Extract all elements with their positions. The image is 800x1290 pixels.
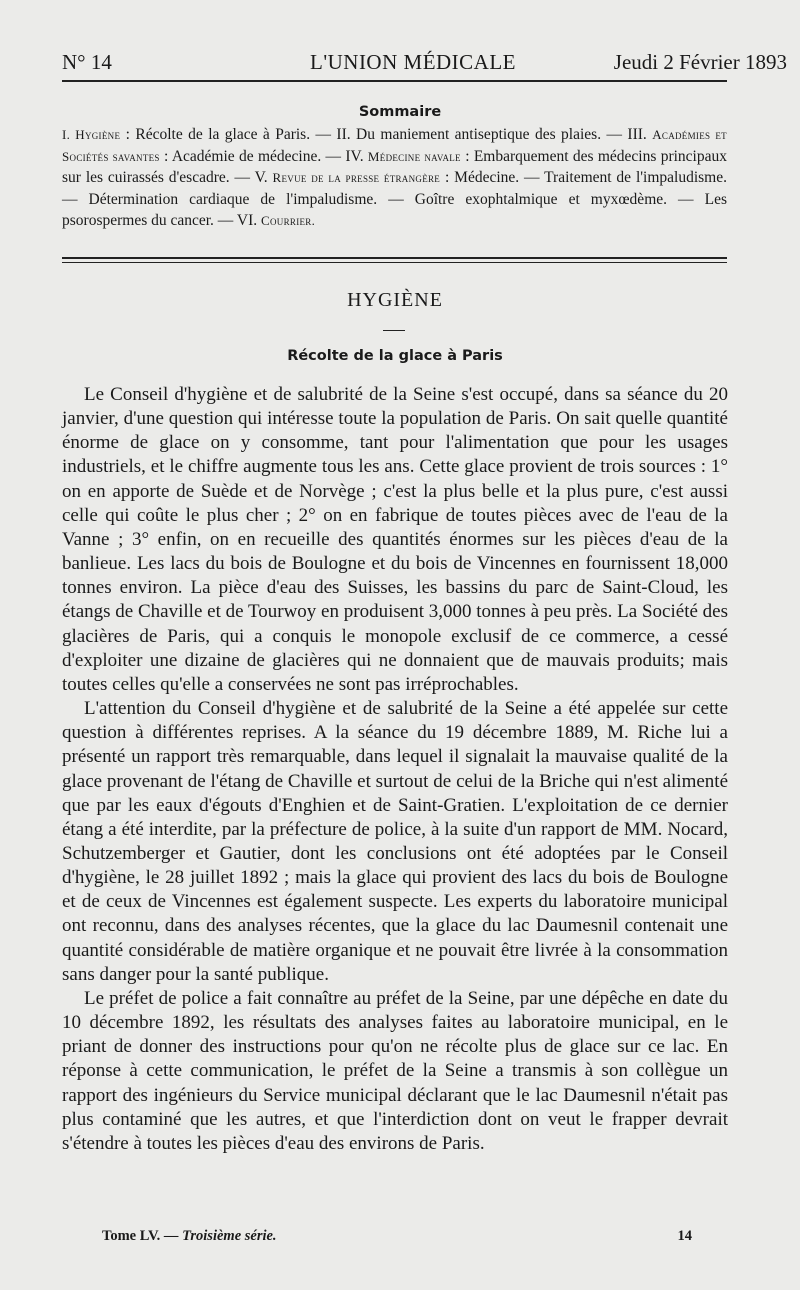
paragraph: Le Conseil d'hygiène et de salubrité de la Seine s'est occupé, dans sa séance du 20 janvier, d'une question qui intéresse toute la population de Paris. On sait quelle quantité énorme de glace on y consomme, tant pour l'alimentation que pour les usages industriels, et le chiffre augmente tous les ans. Cette glace provient de trois sources : 1° on en apporte de Suède et de Norvège ; c'est la plus belle et la plus pure, c'est aussi celle qui coûte le plus cher ; 2° on en fabrique de toutes pièces avec de l'eau de la Vanne ; 3° enfin, on en recueille des quantités énormes sur les pièces d'eau de la banlieue. Les lacs du bois de Boulogne et du bois de Vincennes en fournissent 18,000 tonnes environ. La pièce d'eau des Suisses, les bassins du parc de Saint-Cloud, les étangs de Chaville et de Tourwoy en produisent 3,000 tonnes à peu près. La Société des glacières de Paris, qui a conquis le monopole exclusif de ce commerce, a cessé d'exploiter une dizaine de glacières qui ne donnaient que de mauvais produits; mais toutes celles qu'elle a conservées ne sont pas irréprochables. bbox=[62, 384, 728, 695]
summary-item-label: Courrier. bbox=[261, 213, 316, 228]
paragraph: Le préfet de police a fait connaître au préfet de la Seine, par une dépêche en date du 10 décembre 1892, les résultats des analyses faites au laboratoire municipal, en le priant de donner des instructions pour qu'on ne récolte plus de glace sur ce lac. En réponse à cette communication, le préfet de la Seine a transmis à son collègue un rapport des ingénieurs du Service municipal déclarant que le lac Daumesnil n'était pas plus contaminé que les autres, et que l'interdiction dont on veut le frapper devrait s'étendre à toutes les pièces d'eau des environs de Paris. bbox=[62, 987, 728, 1154]
issue-number: N° 14 bbox=[62, 50, 112, 74]
summary-item-label: I. Hygiène bbox=[62, 127, 121, 142]
paragraph: L'attention du Conseil d'hygiène et de salubrité de la Seine a été appelée sur cette question à différentes reprises. A la séance du 19 décembre 1889, M. Riche lui a présenté un rapport très remarquable, dans lequel il signalait la mauvaise qualité de la glace provenant de l'étang de Chaville et surtout de celui de la Briche qui n'est alimenté que par les eaux d'égouts d'Enghien et de Saint-Gratien. L'exploitation de ce dernier étang a été interdite, par la préfecture de police, à la suite d'un rapport de MM. Nocard, Schutzemberger et Gautier, dont les conclusions ont été adoptées par le Conseil d'hygiène, le 28 juillet 1892 ; mais la glace qui provient des lacs du bois de Boulogne et de ceux de Vincennes est également suspecte. Les experts du laboratoire municipal ont reconnu, dans des analyses récentes, que la glace du lac Daumesnil contenait une quantité considérable de matière organique et ne pouvait être livrée à la consommation sans danger pour la santé publique. bbox=[62, 698, 728, 985]
article-body bbox=[62, 383, 728, 1156]
summary-item-label: Revue de la presse étrangère bbox=[272, 170, 441, 185]
title-divider bbox=[383, 330, 405, 331]
summary-text-part: : Embarquement des médecins principaux sur les cuirassés d'escadre. — V. bbox=[62, 147, 727, 186]
summary-item-label: Académies et Sociétés savantes bbox=[62, 127, 727, 164]
tome-label: Tome LV. — bbox=[102, 1228, 183, 1244]
issue-date: Jeudi 2 Février 1893 bbox=[613, 50, 787, 74]
summary-text-part: : Médecine. — Traitement de l'impaludisme. — Détermination cardiaque de l'impaludisme. — Goître exophtalmique et myxœdème. — Les psorospermes du cancer. — VI. bbox=[62, 169, 727, 229]
series-label: Troisième série. bbox=[182, 1228, 277, 1244]
section-rule-thick bbox=[62, 257, 727, 259]
page-number: 14 bbox=[677, 1228, 692, 1244]
article-title: Récolte de la glace à Paris bbox=[287, 348, 503, 364]
section-rule-thin bbox=[62, 262, 727, 263]
summary-text bbox=[62, 124, 727, 232]
summary-text-part: : Académie de médecine. — IV. bbox=[159, 147, 368, 165]
running-header bbox=[62, 46, 787, 82]
summary-item-label: Médecine navale bbox=[367, 148, 461, 164]
summary-text-part: : Récolte de la glace à Paris. — II. Du maniement antiseptique des plaies. — III. bbox=[120, 126, 653, 143]
page-footer bbox=[102, 1228, 692, 1248]
summary-heading: Sommaire bbox=[358, 104, 442, 120]
header-rule bbox=[62, 80, 727, 82]
section-title: HYGIÈNE bbox=[347, 289, 443, 311]
journal-title: L'UNION MÉDICALE bbox=[310, 50, 517, 74]
footer-tome bbox=[102, 1228, 277, 1245]
